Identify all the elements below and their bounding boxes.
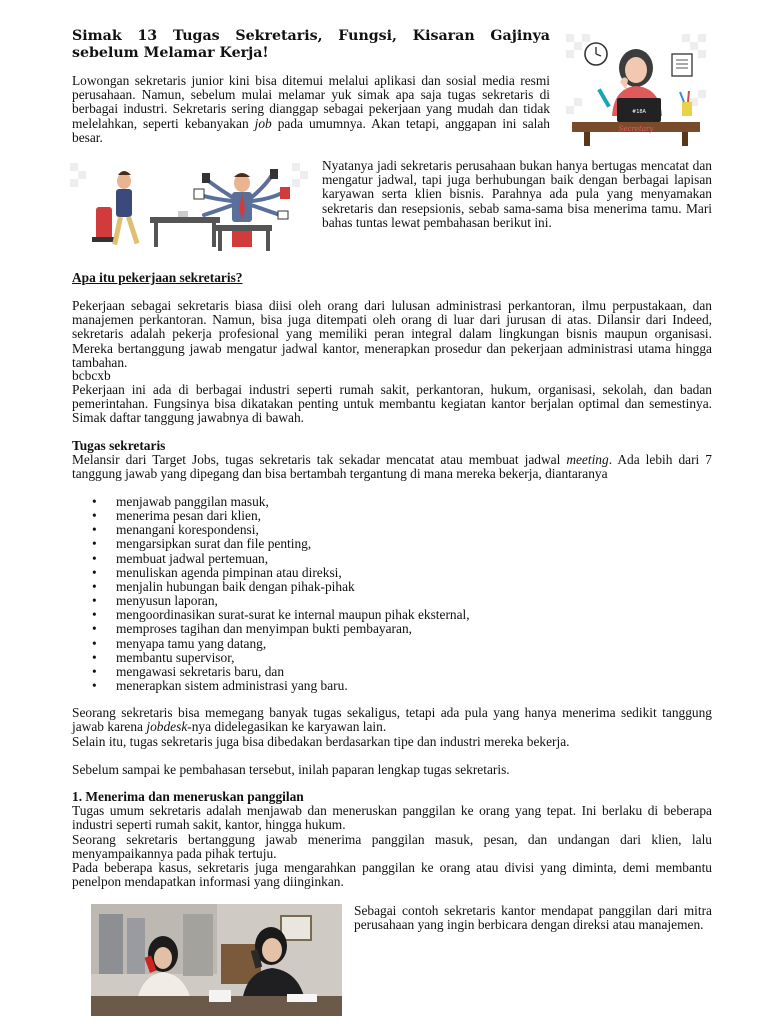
tugas-text-a: Melansir dari Target Jobs, tugas sekretaris tak sekadar mencatat atau membuat jadwal (72, 452, 567, 467)
list-item: • menyapa tamu yang datang, (72, 637, 712, 651)
list-item: • mengoordinasikan surat-surat ke internal maupun pihak eksternal, (72, 608, 712, 622)
list-item: • memproses tagihan dan menyimpan bukti pembayaran, (72, 622, 712, 636)
seorang-text-a: Seorang sekretaris bisa memegang banyak tugas sekaligus, tetapi ada pula yang hanya menerima sedikit tanggung jawab karena (72, 705, 712, 735)
industri-paragraph: Pekerjaan ini ada di berbagai industri seperti rumah sakit, perkantoran, hukum, organisasi, sekolah, dan badan pemerintahan. Fungsinya bisa dikatakan penting untuk membantu kegiatan kantor berjalan optimal dan semestinya. Simak daftar tanggung jawabnya di bawah. (72, 382, 712, 426)
heading-section-1: 1. Menerima dan meneruskan panggilan (72, 789, 304, 804)
section1-paragraph-c: Pada beberapa kasus, sekretaris juga mengarahkan panggilan ke orang atau divisi yang diminta, demi membantu penelpon mendapatkan informasi yang diinginkan. (72, 860, 712, 890)
heading-tugas: Tugas sekretaris (72, 438, 166, 453)
list-item: • menjalin hubungan baik dengan pihak-pihak (72, 580, 712, 594)
secretary-badge: Secretary (618, 125, 654, 133)
intro-paragraph (72, 74, 550, 145)
heading-apa-itu: Apa itu pekerjaan sekretaris? (72, 270, 243, 285)
tugas-paragraph (72, 453, 712, 481)
photo-caption: Sebagai contoh sekretaris kantor mendapat panggilan dari mitra perusahaan yang ingin berbicara dengan direksi atau manajemen. (354, 903, 712, 933)
list-item: • mengawasi sekretaris baru, dan (72, 665, 712, 679)
seorang-text-b: -nya didelegasikan ke karyawan lain. (187, 719, 387, 735)
section1-paragraph-a: Tugas umum sekretaris adalah menjawab dan meneruskan panggilan ke orang yang tepat. Ini berlaku di beberapa industri seperti rumah sakit, kantor, hingga hukum. (72, 803, 712, 833)
tugas-text-b: . Ada lebih dari 7 tanggung jawab yang dipegang dan bisa bertambah tergantung di mana mereka bekerja, diantaranya (72, 452, 712, 482)
tugas-meeting-italic: meeting (566, 452, 609, 467)
list-item: • menerima pesan dari klien, (72, 509, 712, 523)
list-item: • mengarsipkan surat dan file penting, (72, 537, 712, 551)
office-drawing (66, 159, 312, 265)
list-item: • menangani korespondensi, (72, 523, 712, 537)
intro-text-a: Lowongan sekretaris junior kini bisa ditemui melalui aplikasi dan sosial media resmi perusahaan. Namun, sebelum mulai melamar yuk simak apa saja tugas sekretaris di berbagai industri. Sekretaris sering dianggap sebagai pekerjaan yang mudah dan tidak melelahkan, seperti kebanyakan (72, 73, 550, 131)
section1-paragraph-b: Seorang sekretaris bertanggung jawab menerima panggilan masuk, pesan, dan undangan dari klien, lalu menyampaikannya pada pihak tertuju. (72, 832, 712, 862)
list-item: • menyusun laporan, (72, 594, 712, 608)
office-photo (91, 904, 342, 1016)
intro-job-italic: job (254, 115, 272, 131)
selain-paragraph: Selain itu, tugas sekretaris juga bisa dibedakan berdasarkan tipe dan industri mereka bekerja. (72, 734, 570, 749)
article-title: Simak 13 Tugas Sekretaris, Fungsi, Kisaran Gajinya sebelum Melamar Kerja! (72, 28, 550, 61)
intro-text-b: pada umumnya. Akan tetapi, anggapan ini salah besar. (72, 115, 550, 145)
stray-text: bcbcxb (72, 368, 111, 383)
list-item: • membuat jadwal pertemuan, (72, 552, 712, 566)
secretary-drawing (562, 28, 710, 150)
list-item: • membantu supervisor, (72, 651, 712, 665)
list-item: • menjawab panggilan masuk, (72, 495, 712, 509)
intro2-paragraph: Nyatanya jadi sekretaris perusahaan bukan hanya bertugas mencatat dan mengatur jadwal, tapi juga berhubungan baik dengan berbagai lapisan karyawan serta klien bisnis. Parahnya ada pula yang menyamakan sekretaris dan resepsionis, sebab sama-sama bisa menerima tamu. Mari bahas tuntas lewat pembahasan berikut ini. (322, 158, 712, 230)
list-item: • menuliskan agenda pimpinan atau direksi, (72, 566, 712, 580)
laptop-label: #18A (632, 109, 646, 115)
office-workers-illustration (66, 159, 312, 265)
list-item: • menerapkan sistem administrasi yang baru. (72, 679, 712, 693)
tasks-list (72, 495, 712, 693)
seorang-paragraph (72, 706, 712, 734)
apa-paragraph: Pekerjaan sebagai sekretaris biasa diisi oleh orang dari lulusan administrasi perkantoran, ilmu perpustakaan, dan manajemen perkantoran. Namun, bisa juga ditempati oleh orang di luar dari jurusan di atas. Dilansir dari Indeed, sekretaris adalah pekerja profesional yang memiliki peran integral dalam lingkungan bisnis maupun organisasi. Mereka bertanggung jawab mengatur jadwal kantor, menerapkan prosedur dan pekerjaan administrasi utama hingga tambahan. (72, 298, 712, 370)
jobdesk-italic: jobdesk (146, 719, 188, 735)
secretary-illustration (562, 28, 710, 150)
photo-drawing (91, 904, 342, 1016)
sebelum-paragraph: Sebelum sampai ke pembahasan tersebut, inilah paparan lengkap tugas sekretaris. (72, 762, 510, 777)
